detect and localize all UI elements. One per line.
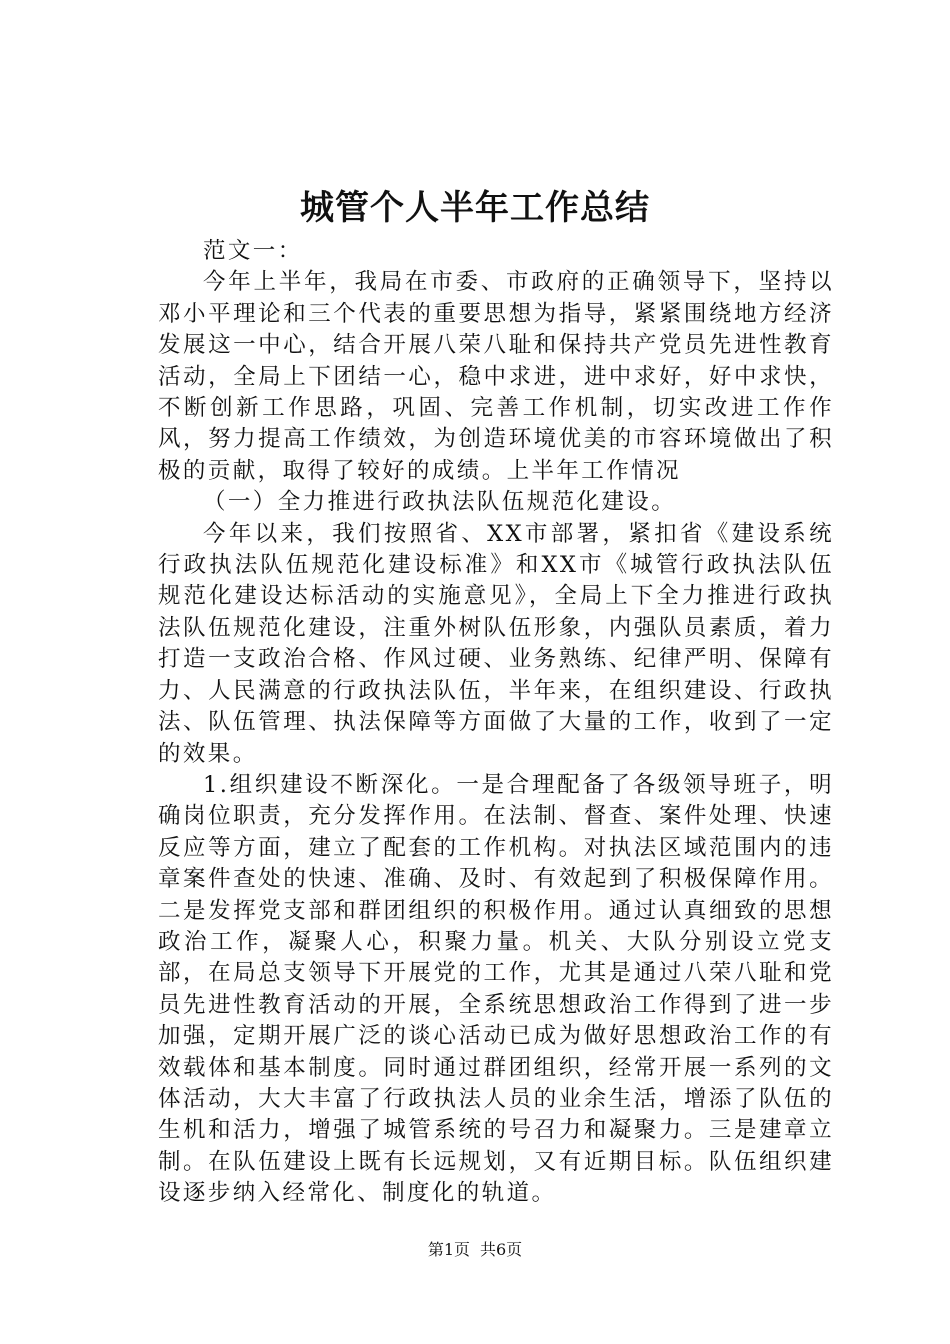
document-title: 城管个人半年工作总结 <box>300 188 650 228</box>
page-number: 第1页 <box>427 1240 470 1259</box>
paragraph-section-heading: （一）全力推进行政执法队伍规范化建设。 <box>203 489 677 516</box>
document-body <box>158 236 834 1210</box>
paragraph-standardization: 今年以来，我们按照省、XX市部署，紧扣省《建设系统行政执法队伍规范化建设标准》和XX市《城管行政执法队伍规范化建设达标活动的实施意见》，全局上下全力推进行政执法队伍规范化建设，注重外树队伍形象，内强队员素质，着力打造一支政治合格、作风过硬、业务熟练、纪律严明、保障有力、人民满意的行政执法队伍，半年来，在组织建设、行政执法、队伍管理、执法保障等方面做了大量的工作，收到了一定的效果。 <box>158 520 834 767</box>
paragraph-intro: 今年上半年，我局在市委、市政府的正确领导下，坚持以邓小平理论和三个代表的重要思想为指导，紧紧围绕地方经济发展这一中心，结合开展八荣八耻和保持共产党员先进性教育活动，全局上下团结一心，稳中求进，进中求好，好中求快，不断创新工作思路，巩固、完善工作机制，切实改进工作作风，努力提高工作绩效，为创造环境优美的市容环境做出了积极的贡献，取得了较好的成绩。上半年工作情况 <box>158 269 834 484</box>
page-footer <box>0 1238 950 1262</box>
page-total: 共6页 <box>480 1240 523 1259</box>
paragraph-organization: 1.组织建设不断深化。一是合理配备了各级领导班子，明确岗位职责，充分发挥作用。在法制、督查、案件处理、快速反应等方面，建立了配套的工作机构。对执法区域范围内的违章案件查处的快速、准确、及时、有效起到了积极保障作用。二是发挥党支部和群团组织的积极作用。通过认真细致的思想政治工作，凝聚人心，积聚力量。机关、大队分别设立党支部，在局总支领导下开展党的工作，尤其是通过八荣八耻和党员先进性教育活动的开展，全系统思想政治工作得到了进一步加强，定期开展广泛的谈心活动已成为做好思想政治工作的有效载体和基本制度。同时通过群团组织，经常开展一系列的文体活动，大大丰富了行政执法人员的业余生活，增添了队伍的生机和活力，增强了城管系统的号召力和凝聚力。三是建章立制。在队伍建设上既有长远规划，又有近期目标。队伍组织建设逐步纳入经常化、制度化的轨道。 <box>158 771 834 1207</box>
paragraph-sample-label: 范文一： <box>203 238 303 264</box>
